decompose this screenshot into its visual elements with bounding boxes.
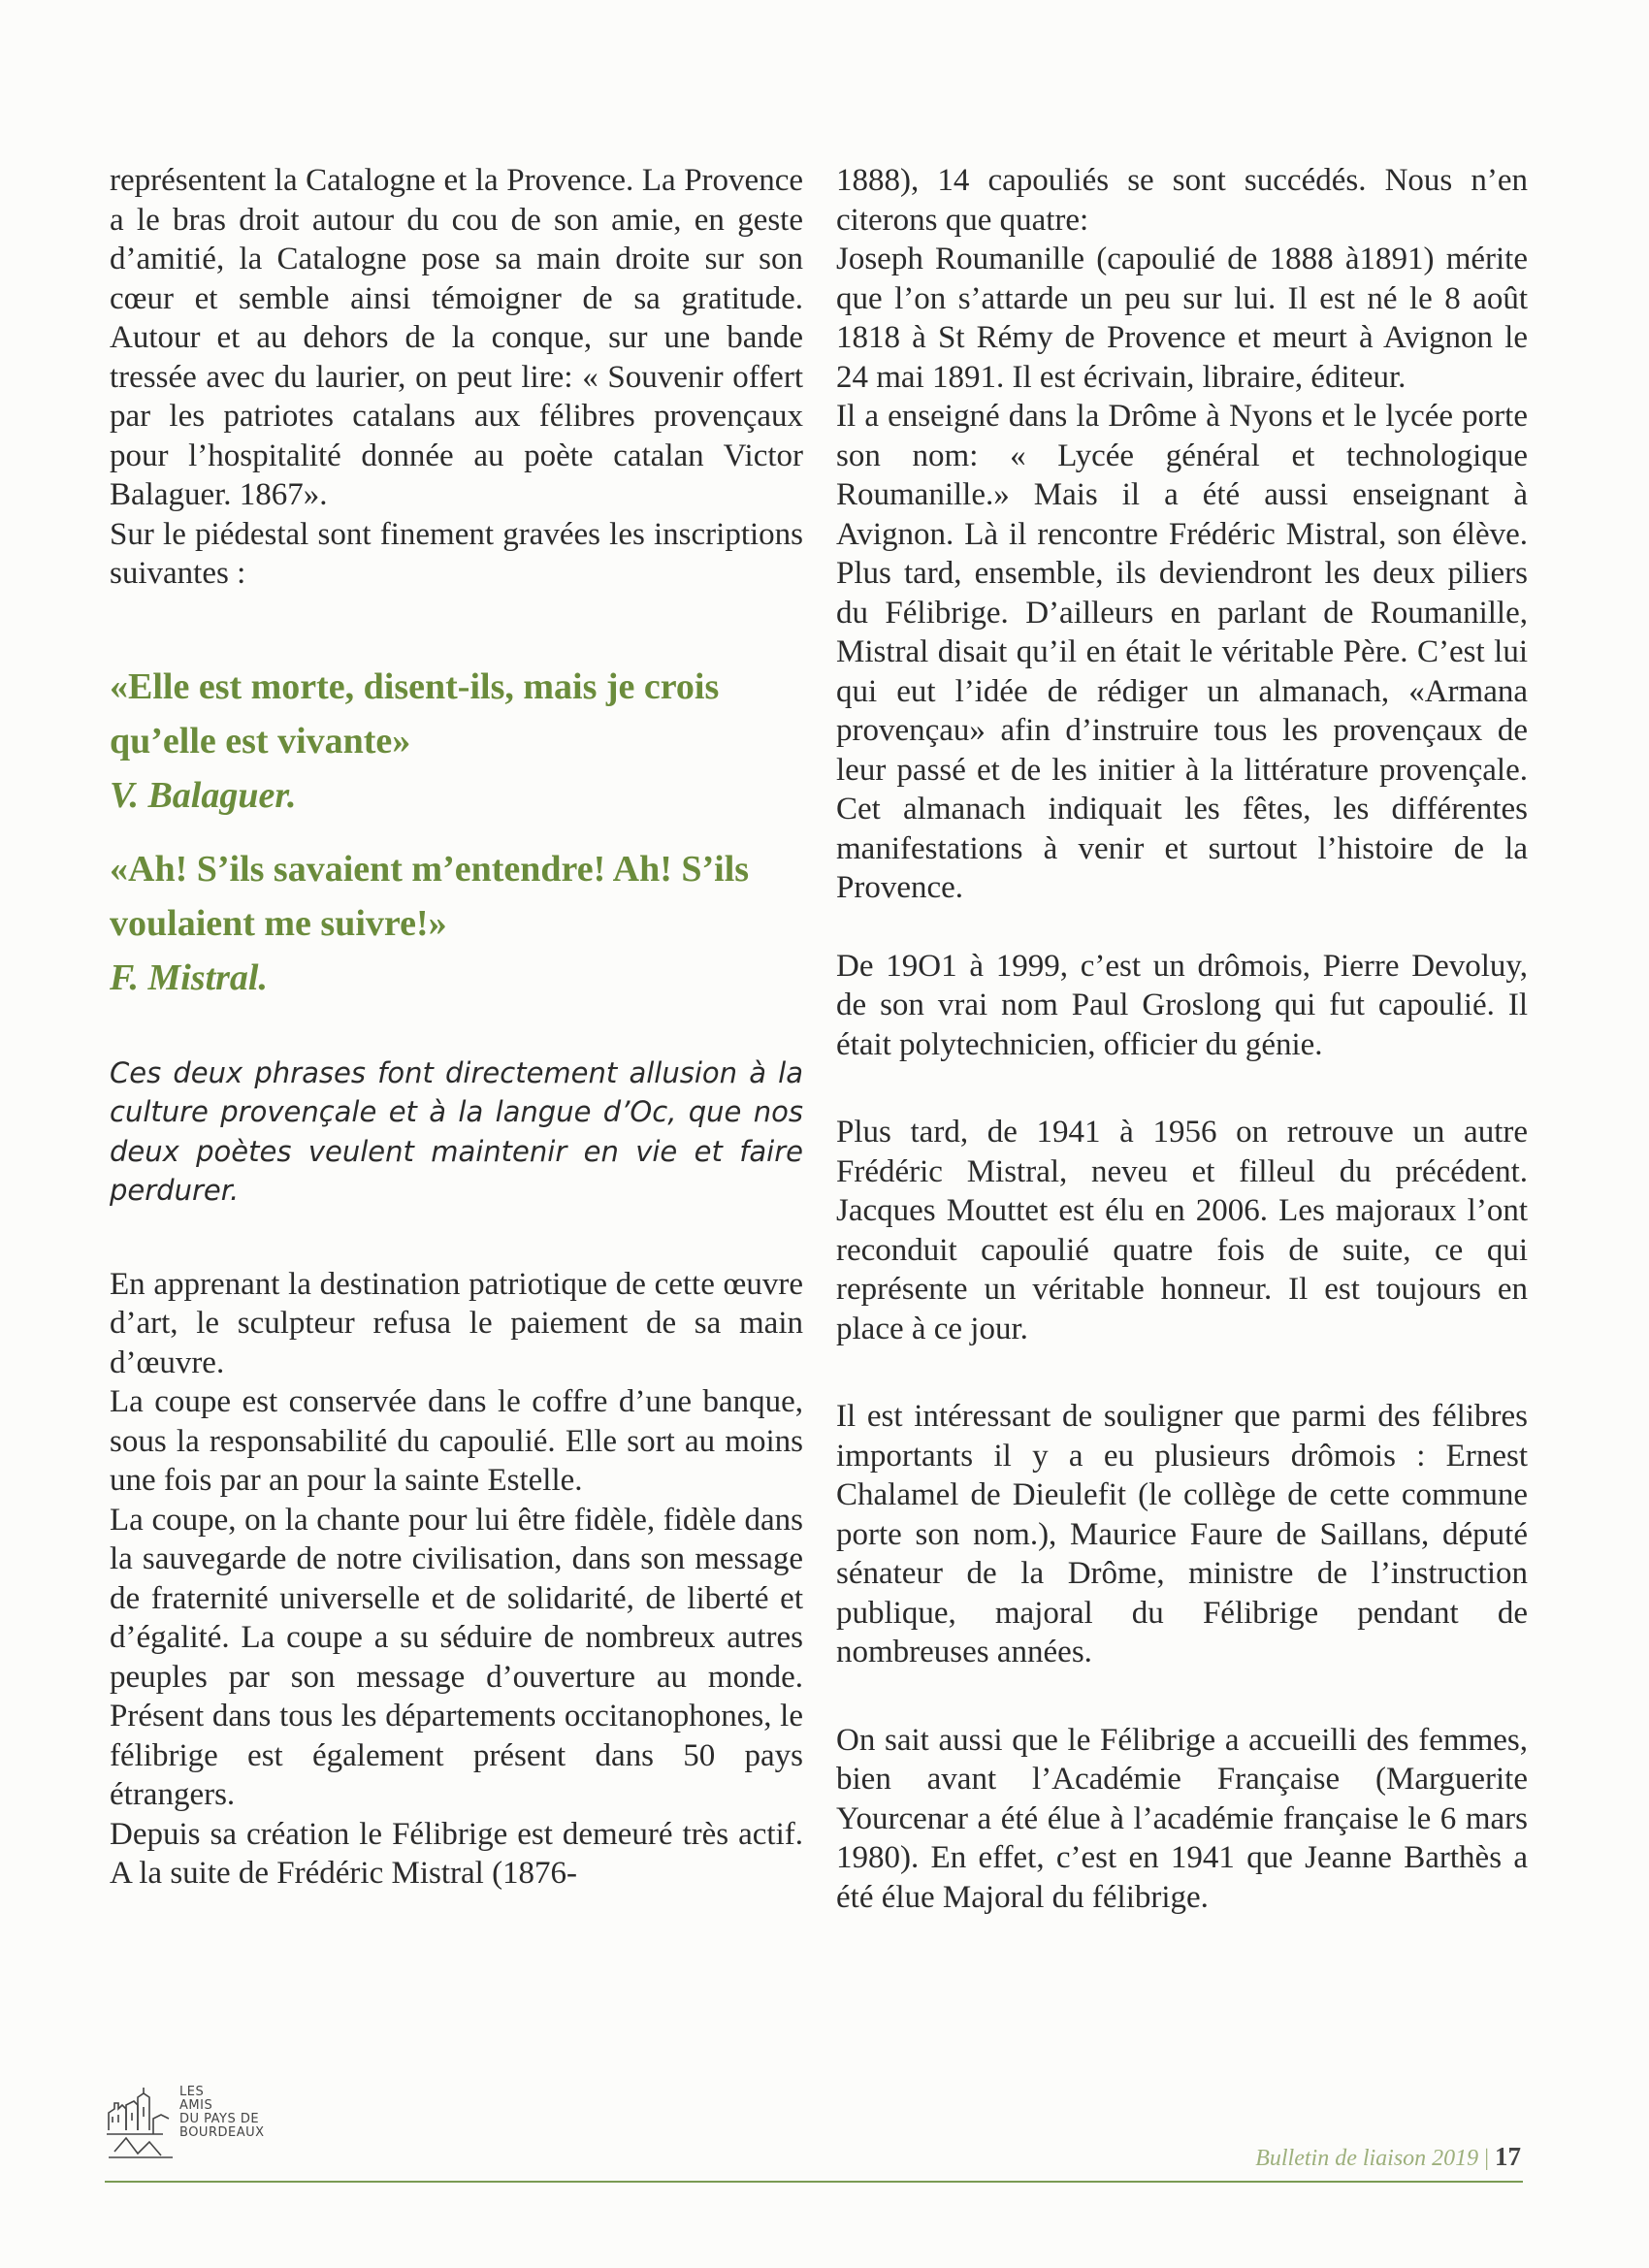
page-number: 17 bbox=[1495, 2142, 1521, 2171]
right-paragraph-6: Il est intéressant de souligner que parmi des félibres importants il y a eu plusieurs drômois : Ernest Chalamel de Dieulefit (le collège de cette commune porte son nom.), Maurice Faure de Saillans, député sénateur de la Drôme, ministre de l’instruction publique, majoral du Félibrige pendant de nombreuses années. bbox=[836, 1399, 1528, 1669]
right-paragraph-1: 1888), 14 capouliés se sont succédés. Nous n’en citerons que quatre: bbox=[836, 163, 1528, 238]
right-paragraph-3: Il a enseigné dans la Drôme à Nyons et le lycée porte son nom: « Lycée général et technologique Roumanille.» Mais il a été aussi enseignant à Avignon. Là il rencontre Frédéric Mistral, son élève. Plus tard, ensemble, ils deviendront les deux piliers du Félibrige. D’ailleurs en parlant de Roumanille, Mistral disait qu’il en était le véritable Père. C’est lui qui eut l’idée de rédiger un almanach, «Armana provençau» afin d’instruire tous les provençaux de leur passé et de les initier à la littérature provençale. Cet almanach indiquait les fêtes, les différentes manifestations à venir et surtout l’histoire de la Provence. bbox=[836, 399, 1528, 905]
logo-line-1: LES bbox=[179, 2085, 205, 2099]
left-paragraph-2: Sur le piédestal sont finement gravées les inscriptions suivantes : bbox=[110, 516, 803, 591]
logo-line-2: AMIS bbox=[179, 2098, 213, 2113]
right-paragraph-7: On sait aussi que le Félibrige a accueilli des femmes, bien avant l’Académie Française (Marguerite Yourcenar a été élue à l’académie française le 6 mars 1980). En effet, c’est en 1941 que Jeanne Barthès a été élue Majoral du félibrige. bbox=[836, 1722, 1528, 1915]
footer-separator: | bbox=[1484, 2146, 1489, 2171]
right-paragraph-5: Plus tard, de 1941 à 1956 on retrouve un autre Frédéric Mistral, neveu et filleul du précédent. Jacques Mouttet est élu en 2006. Les majoraux l’ont reconduit capoulié quatre fois de suite, ce qui représente un véritable honneur. Il est toujours en place à ce jour. bbox=[836, 1115, 1528, 1346]
logo-line-4: BOURDEAUX bbox=[179, 2125, 265, 2140]
footer-divider bbox=[105, 2181, 1523, 2183]
quote-balaguer-author: V. Balaguer. bbox=[110, 774, 297, 816]
left-paragraph-1: représentent la Catalogne et la Provence. La Provence a le bras droit autour du cou de son amie, en geste d’amitié, la Catalogne pose sa main droite sur son cœur et semble ainsi témoigner de sa gratitude. Autour et au dehors de la conque, sur une bande tressée avec du laurier, on peut lire: « Souvenir offert par les patriotes catalans aux félibres provençaux pour l’hospitalité donnée au poète catalan Victor Balaguer. 1867». bbox=[110, 163, 803, 512]
quote-balaguer: «Elle est morte, disent-ils, mais je crois qu’elle est vivante» bbox=[110, 665, 720, 761]
logo-line-3: DU PAYS DE bbox=[179, 2112, 260, 2126]
footer bbox=[1255, 2142, 1521, 2172]
left-paragraph-6: Depuis sa création le Félibrige est demeuré très actif. A la suite de Frédéric Mistral (1876- bbox=[110, 1816, 803, 1891]
logo-text bbox=[179, 2086, 265, 2140]
quote-mistral-author: F. Mistral. bbox=[110, 956, 268, 998]
left-paragraph-3: En apprenant la destination patriotique de cette œuvre d’art, le sculpteur refusa le paiement de sa main d’œuvre. bbox=[110, 1266, 803, 1380]
left-paragraph-5: La coupe, on la chante pour lui être fidèle, fidèle dans la sauvegarde de notre civilisation, dans son message de fraternité universelle et de solidarité, de liberté et d’égalité. La coupe a su séduire de nombreux autres peuples par son message d’ouverture au monde. Présent dans tous les départements occitanophones, le félibrige est également présent dans 50 pays étrangers. bbox=[110, 1502, 803, 1812]
right-column bbox=[836, 161, 1528, 1917]
quotes-commentary: Ces deux phrases font directement allusion à la culture provençale et à la langue d’Oc, que nos deux poètes veulent maintenir en vie et faire perdurer. bbox=[110, 1055, 803, 1207]
publication-title: Bulletin de liaison 2019 bbox=[1255, 2146, 1479, 2171]
left-column bbox=[110, 161, 803, 1894]
quote-mistral: «Ah! S’ils savaient m’entendre! Ah! S’ils voulaient me suivre!» bbox=[110, 848, 750, 944]
left-paragraph-4: La coupe est conservée dans le coffre d’une banque, sous la responsabilité du capoulié. Elle sort au moins une fois par an pour la sainte Estelle. bbox=[110, 1384, 803, 1498]
right-paragraph-4: De 19O1 à 1999, c’est un drômois, Pierre Devoluy, de son vrai nom Paul Groslong qui fut capoulié. Il était polytechnicien, officier du génie. bbox=[836, 948, 1528, 1062]
right-paragraph-2: Joseph Roumanille (capoulié de 1888 à1891) mérite que l’on s’attarde un peu sur lui. Il est né le 8 août 1818 à St Rémy de Provence et meurt à Avignon le 24 mai 1891. Il est écrivain, libraire, éditeur. bbox=[836, 242, 1528, 395]
